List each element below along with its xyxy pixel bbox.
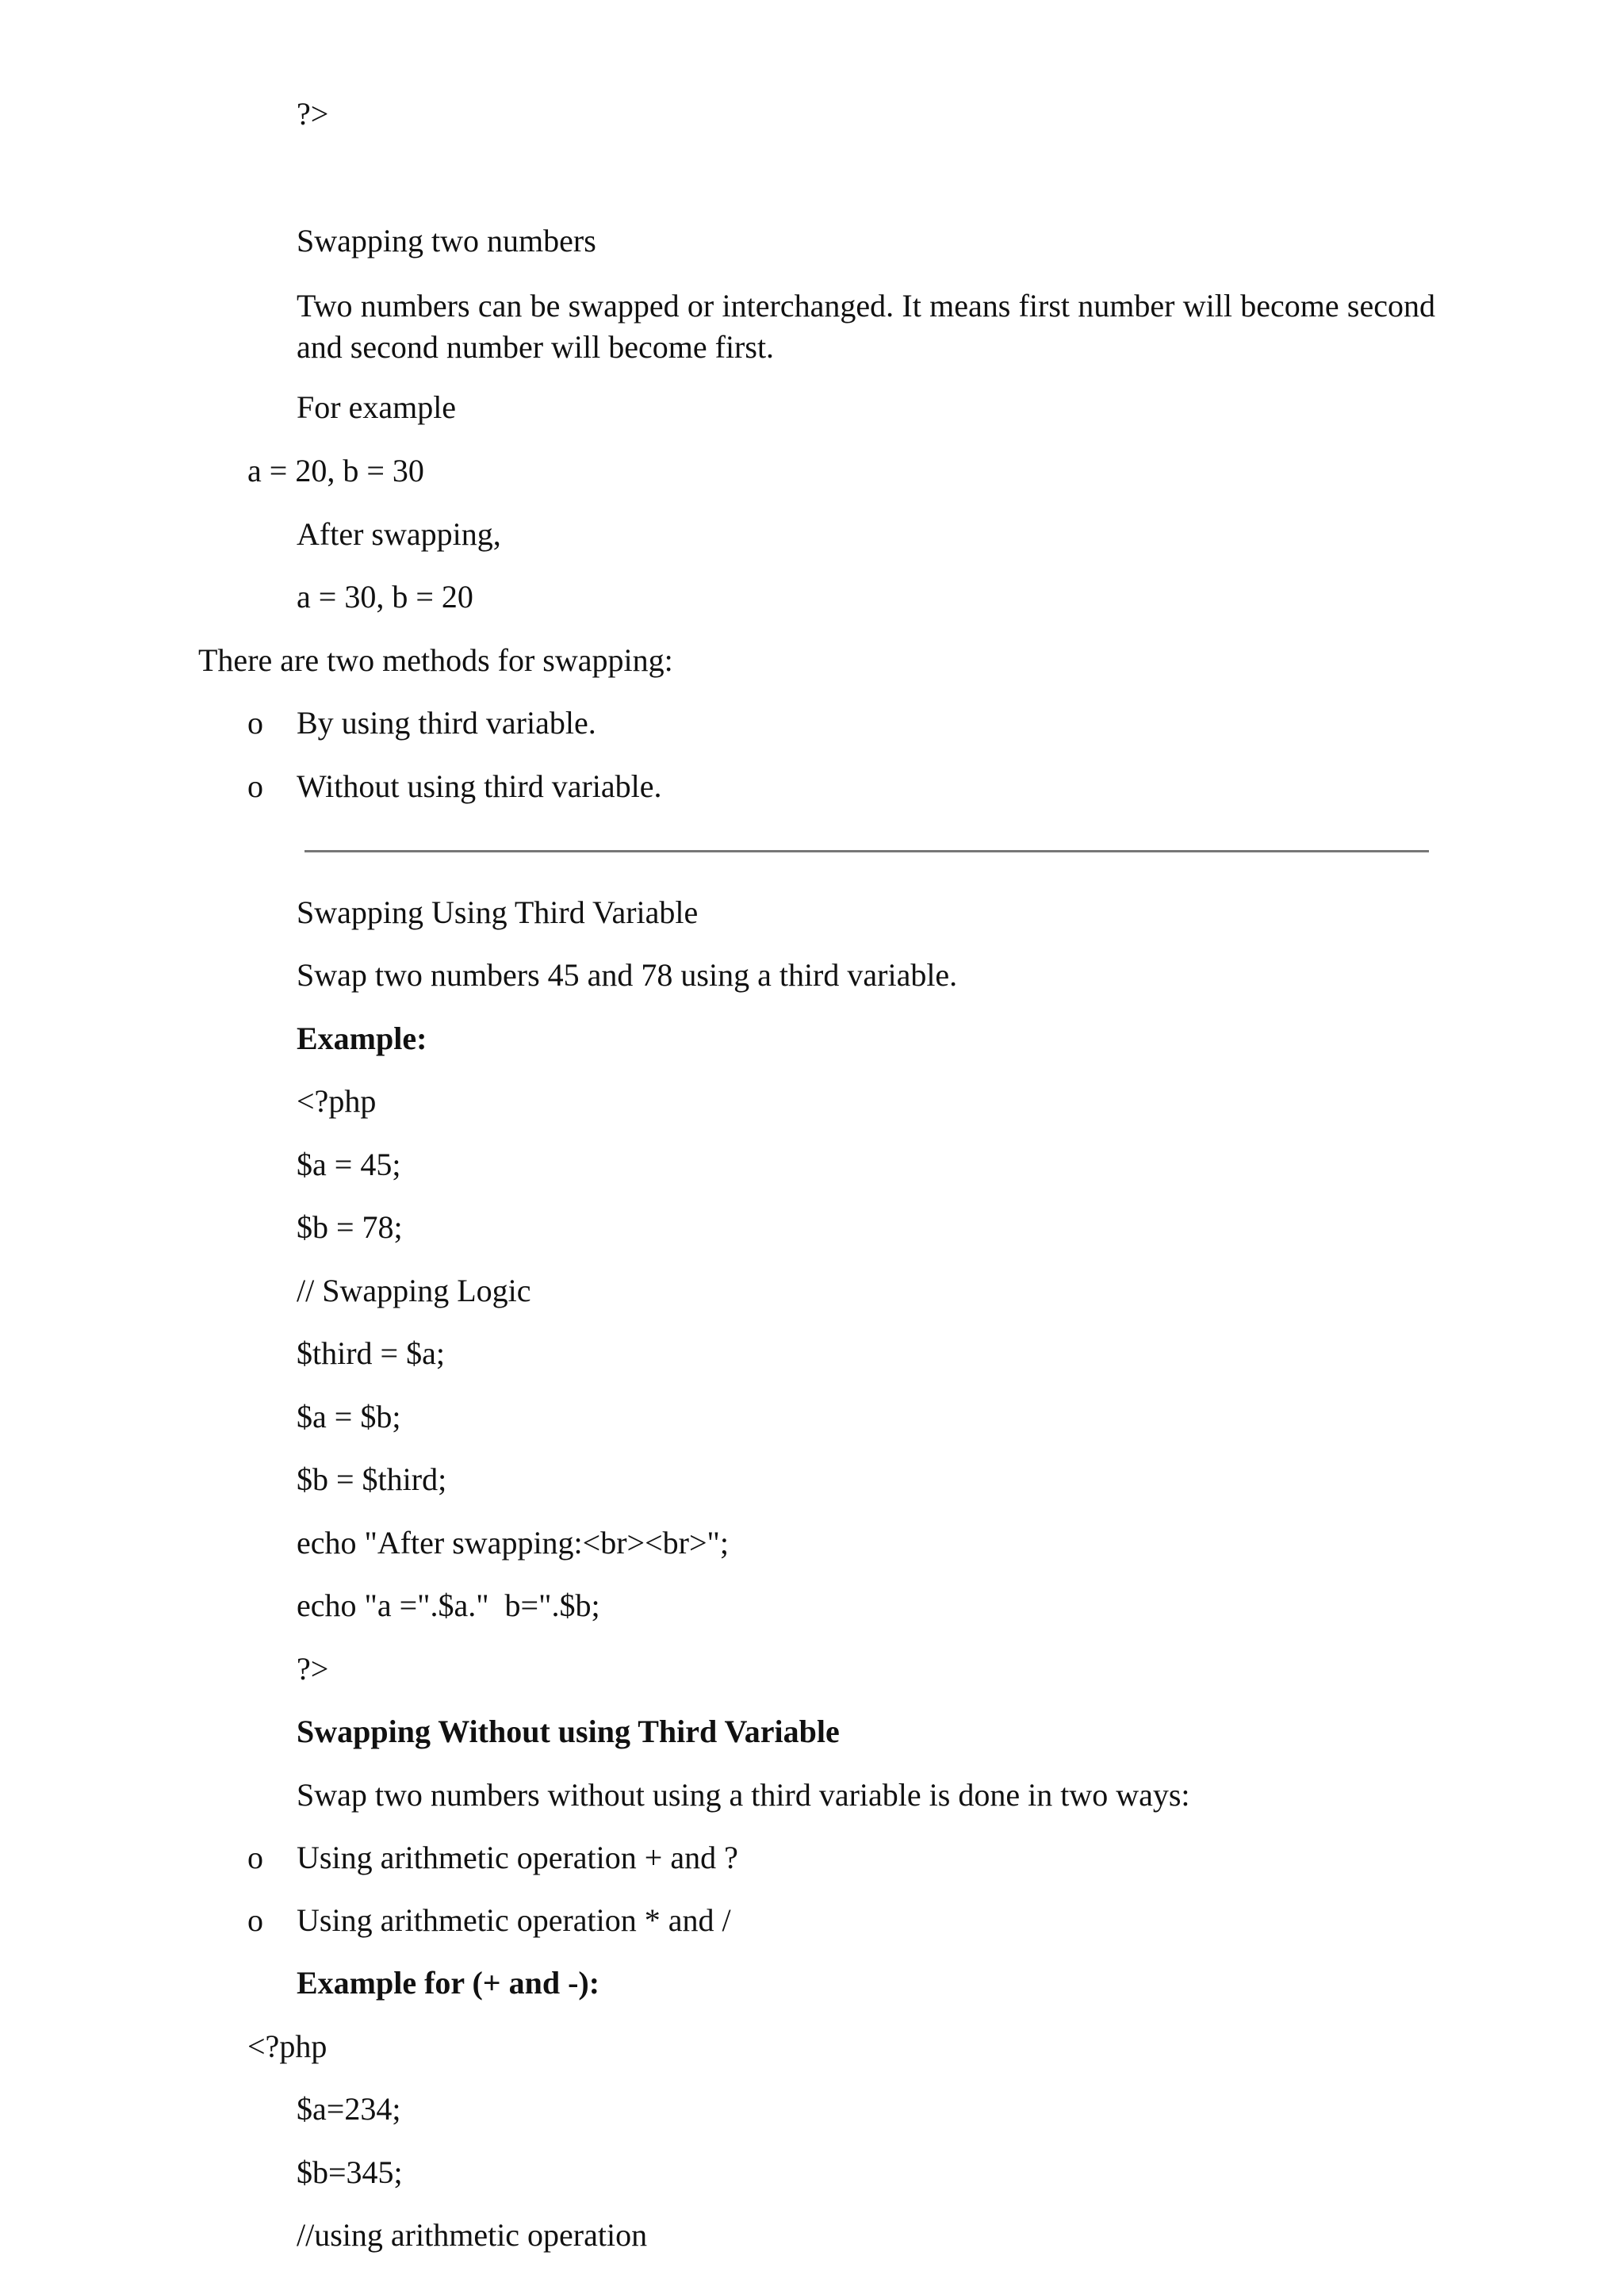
list-item: Without using third variable. — [297, 768, 662, 804]
code-line: <?php — [247, 2028, 327, 2064]
code-line: <?php — [297, 1083, 377, 1119]
code-line: //using arithmetic operation — [297, 2217, 648, 2253]
code-line: echo "After swapping:<br><br>"; — [297, 1525, 729, 1561]
example-label: Example for (+ and -): — [297, 1965, 600, 2001]
code-line: echo "a =".$a." b=".$b; — [297, 1587, 600, 1623]
section-heading: Swapping two numbers — [297, 223, 596, 259]
methods-intro: There are two methods for swapping: — [198, 642, 673, 678]
section-heading: Swapping Using Third Variable — [297, 894, 699, 930]
code-line: $a = 45; — [297, 1147, 401, 1182]
section-heading: Swapping Without using Third Variable — [297, 1714, 840, 1749]
example-label: Example: — [297, 1021, 427, 1056]
after-swapping-label: After swapping, — [297, 516, 501, 552]
bullet-marker: o — [247, 1902, 263, 1938]
code-line: $b=345; — [297, 2154, 403, 2190]
section-description: Swap two numbers without using a third variable is done in two ways: — [297, 1777, 1190, 1813]
for-example-label: For example — [297, 389, 457, 425]
code-line: ?> — [297, 1651, 329, 1687]
code-line: ?> — [297, 96, 329, 132]
bullet-marker: o — [247, 1840, 263, 1875]
code-line: $a = $b; — [297, 1399, 401, 1434]
section-description: Swap two numbers 45 and 78 using a third variable. — [297, 957, 958, 993]
initial-values: a = 20, b = 30 — [247, 453, 424, 488]
swapped-values: a = 30, b = 20 — [297, 579, 473, 615]
code-line: $b = 78; — [297, 1209, 403, 1245]
list-item: By using third variable. — [297, 705, 596, 741]
list-item: Using arithmetic operation + and ? — [297, 1840, 738, 1875]
list-item: Using arithmetic operation * and / — [297, 1902, 731, 1938]
bullet-marker: o — [247, 705, 263, 741]
code-line: $third = $a; — [297, 1335, 445, 1371]
intro-paragraph: Two numbers can be swapped or interchanged. It means first number will become second and second number will become first. — [297, 288, 1435, 365]
horizontal-divider — [304, 850, 1429, 852]
code-line: // Swapping Logic — [297, 1273, 531, 1308]
code-line: $a=234; — [297, 2091, 401, 2127]
code-line: $b = $third; — [297, 1461, 447, 1497]
bullet-marker: o — [247, 768, 263, 804]
